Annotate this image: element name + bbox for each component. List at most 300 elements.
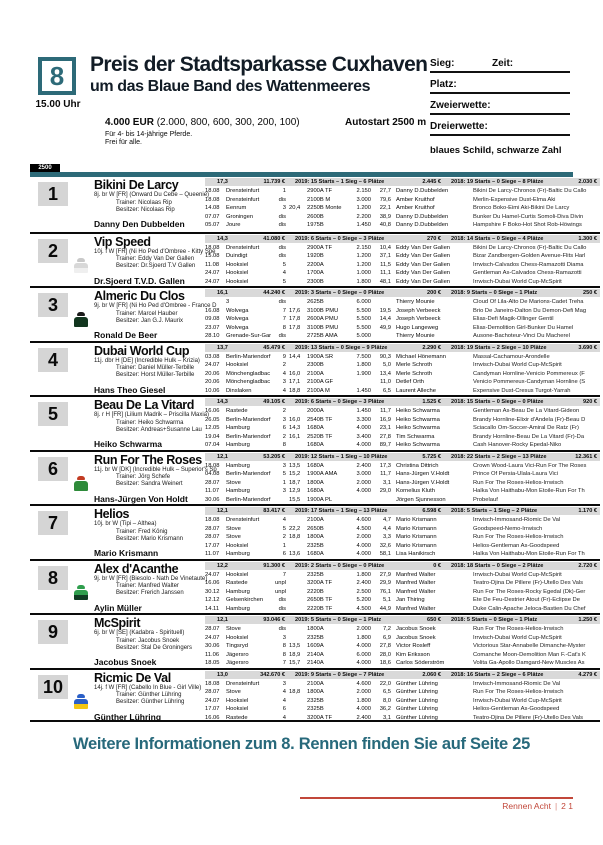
pp-km-time: 17,1 (289, 379, 301, 386)
pp-driver: Heiko Schwarma (396, 408, 440, 414)
pp-date: 18.08 (205, 244, 220, 251)
pp-km-time: 13,5 (289, 462, 301, 469)
past-performance-line (205, 680, 600, 689)
record-time: 16,1 (217, 290, 228, 296)
pp-first-three: Elias-Defi Magik-Ollinger Gentil (473, 316, 554, 323)
pp-date: 24.07 (205, 362, 220, 369)
driver-name: Mario Krismann (94, 548, 159, 558)
pp-odds: 22,0 (379, 680, 391, 687)
pp-first-three: Helios-Gentleman As-Goodspeed (473, 706, 560, 713)
pp-distance: 2520B TF (307, 433, 333, 440)
pp-odds: 18,6 (379, 660, 391, 667)
pp-driver: Heiko Schwarma (396, 416, 440, 423)
past-performances (205, 516, 600, 559)
pp-km-time (286, 196, 304, 205)
past-performance-line (205, 416, 600, 425)
pp-km-time (286, 680, 304, 689)
stats-row (205, 671, 600, 679)
pp-purse: 1.200 (356, 253, 371, 260)
race-title: Preis der Stadtsparkasse Cuxhaven (90, 53, 428, 76)
pp-odds: 89,7 (379, 442, 391, 449)
sieg-label: Sieg: (430, 58, 455, 69)
pp-purse: 6.000 (356, 651, 371, 658)
pp-date: 17.07 (205, 706, 220, 713)
page-number: 2 1 (561, 801, 573, 811)
pp-first-three: Brandy Hornline-Elixir d'Andela (Fr)-Beau D (473, 416, 586, 423)
earnings-2018: 920 € (583, 399, 597, 405)
pp-finish-position: 9 (282, 353, 286, 360)
horse-details: 14j. f W [FR] (Cabello In Blue - Girl Ville) (94, 684, 202, 691)
pp-odds: 11,7 (380, 471, 391, 478)
past-performance-line (205, 221, 600, 230)
pp-odds: 48,1 (379, 278, 391, 285)
stats-row (205, 616, 600, 624)
stats-2018: 2018: 16 Starts – 2 Siege – 6 Plätze (451, 671, 544, 678)
pp-odds: 3,1 (382, 714, 391, 721)
stats-2019: 2019: 3 Starts – 0 Siege – 0 Plätze (295, 290, 385, 296)
past-performance-line (205, 244, 600, 253)
horse-details: 9j. br W [FR] (Ni Ho Ped d'Ombree - France D (94, 303, 217, 309)
pp-track: Hooksiel (226, 362, 249, 369)
pp-distance: 1680A (307, 488, 324, 495)
pp-purse: 1.450 (356, 387, 371, 394)
pp-first-three: Bikini De Larcy-Chronos (Fr)-Baltic Du Callo (473, 188, 587, 194)
horse-name: Bikini De Larcy (94, 178, 179, 192)
pp-first-three: Irrwisch-Dubai World Cup-McSpirit (473, 634, 562, 641)
pp-driver: Thierry Mounie (396, 333, 435, 340)
program-number: 10 (38, 675, 68, 699)
owner-line: Besitzer: Horst Müller-Terbille (116, 372, 195, 378)
pp-distance: 2325B (307, 697, 324, 704)
pp-date: 26.05 (205, 416, 220, 423)
more-info-line: Weitere Informationen zum 8. Rennen finden Sie auf Seite 25 (73, 735, 530, 753)
pp-driver: Manfred Walter (396, 580, 436, 587)
pp-distance: 2250B Monte (307, 205, 342, 212)
pp-km-time (286, 588, 304, 597)
pp-km-time (286, 213, 304, 222)
stats-2018: 2018: 15 Starts – 0 Siege – 0 Plätze (451, 399, 544, 405)
trainer-line: Trainer: Fred König (116, 528, 168, 535)
driver-name: Günther Lühring (94, 711, 162, 722)
pp-track: Berlin-Mariendorf (226, 353, 271, 360)
pp-date: 28.07 (205, 534, 220, 541)
pp-track: Jägersro (226, 660, 249, 667)
pp-date: 05.07 (205, 222, 220, 229)
driver-name: Hans-Jürgen Von Holdt (94, 493, 188, 504)
owner-line: Besitzer: Dr.Sjoerd T.V Gallen (116, 263, 196, 269)
pp-first-three: Comanche Moon-Demolition Man F.-Cat's K (473, 651, 586, 658)
pp-date: 07.07 (205, 213, 220, 220)
pp-date: 14.11 (205, 605, 220, 612)
pp-date (205, 298, 226, 307)
driver-name: Jacobus Snoek (94, 657, 157, 667)
earnings-2018: 12.361 € (575, 453, 597, 460)
pp-track: Stove (226, 479, 241, 486)
pp-track: Tingsryd (226, 643, 249, 650)
past-performance-line (205, 353, 600, 362)
autostart-distance: Autostart 2500 m (345, 117, 427, 128)
silk-cap (77, 694, 85, 698)
pp-purse (349, 378, 371, 387)
pp-purse: 1.800 (356, 362, 371, 369)
pp-driver: Kornelius Kluth (396, 488, 435, 495)
pp-odds: 27,9 (379, 571, 391, 578)
horse-entry (30, 559, 600, 614)
owner-line: Besitzer: Stal De Groningers (116, 644, 193, 651)
career-earnings: 11.739 € (263, 179, 285, 185)
pp-odds: 5,0 (382, 362, 391, 369)
pp-first-three: Venicio Pommereux-Candyman Hornline (S (473, 379, 586, 386)
pp-date: 16.06 (205, 580, 220, 587)
pp-odds: 29,0 (379, 488, 391, 495)
pp-finish-position: 4 (282, 689, 286, 696)
pp-odds: 27,8 (379, 643, 391, 650)
footer-separator: | (554, 801, 558, 811)
pp-km-time (286, 697, 304, 706)
pp-km-time (286, 269, 304, 278)
pp-finish-position: 4 (282, 517, 286, 523)
pp-track: Hamburg (226, 488, 250, 495)
pp-first-three: Duke Calin-Apache Jeloca-Bastien Du Chef (473, 605, 586, 612)
pp-odds: 10,4 (379, 244, 391, 251)
earnings-2019: 0 € (433, 562, 441, 569)
pp-km-time: 18,8 (289, 387, 301, 394)
pp-odds: 8,0 (382, 697, 391, 704)
pp-driver: Jacobus Snoek (396, 626, 436, 632)
pp-distance: 1609A (307, 643, 324, 650)
bet-slip-area (430, 52, 570, 156)
pp-date: 28.07 (205, 479, 220, 486)
pp-driver: Merle Schroth (396, 370, 433, 377)
owner-line: Besitzer: Jan G.J. Maurix (116, 317, 184, 324)
pp-date: 07.04 (205, 442, 220, 449)
pp-first-three: Goodspeed-Nemo-Irrwisch (473, 525, 543, 532)
pp-km-time: 16,0 (289, 416, 301, 423)
record-time: 13,7 (217, 344, 228, 351)
prize-money (105, 117, 300, 128)
past-performance-line (205, 261, 600, 270)
career-earnings: 83.417 € (263, 508, 285, 514)
past-performance-line (205, 625, 600, 634)
bet-row-platz (430, 73, 570, 94)
pp-date: 09.08 (205, 316, 220, 323)
pp-first-three: Irrwisch-Dubai World Cup-McSpirit (473, 571, 562, 578)
stats-row (205, 344, 600, 352)
pp-driver: Manfred Walter (396, 605, 436, 612)
pp-track: Hamburg (226, 462, 250, 469)
past-performance-line (205, 315, 600, 324)
horse-entry (30, 232, 600, 287)
pp-distance: 2100A GF (307, 379, 334, 386)
pp-track: Hamburg (226, 588, 250, 595)
driver-name: Hans Theo Giesel (94, 384, 166, 395)
pp-distance: 1900A AMA (307, 471, 338, 478)
silk-icon (74, 476, 88, 492)
pp-odds: 44,9 (379, 605, 391, 612)
pp-track: Hooksiel (226, 634, 249, 641)
stats-2018: 2018: 18 Starts – 0 Siege – 2 Plätze (451, 562, 544, 569)
pp-track: Drensteinfurt (226, 188, 260, 194)
pp-distance: 2100A (307, 680, 324, 687)
pp-track: Hamburg (226, 442, 250, 449)
pp-km-time (286, 714, 304, 723)
past-performance-line (205, 298, 600, 307)
pp-distance: 1800A (307, 534, 324, 541)
program-number: 7 (38, 511, 68, 535)
horse-entry (30, 668, 600, 723)
silk-icon (74, 585, 88, 601)
horse-entry (30, 613, 600, 668)
record-time: 17,3 (217, 179, 228, 185)
pp-purse: 2.200 (356, 213, 371, 220)
pp-km-time: 17,8 (289, 316, 301, 323)
pp-purse: 2.400 (356, 462, 371, 469)
pp-purse: 6.000 (356, 299, 371, 305)
pp-purse: 4.000 (356, 660, 371, 667)
silk-body (74, 317, 88, 327)
pp-odds: 7,2 (382, 626, 391, 632)
pp-track: Duindigt (226, 253, 248, 260)
pp-driver: Eddy Van Der Galien (396, 270, 451, 277)
pp-date: 23.07 (205, 324, 220, 331)
pp-odds: 11,5 (380, 261, 391, 268)
pp-date: 11.07 (205, 488, 220, 495)
silk-body (74, 263, 88, 273)
program-number: 3 (38, 293, 68, 317)
pp-purse: 1.800 (356, 634, 371, 641)
pp-km-time (286, 705, 304, 714)
pp-distance: 1680A (307, 425, 324, 432)
past-performance-line (205, 196, 600, 205)
pp-km-time (286, 407, 304, 416)
pp-driver: Eddy Van Der Galien (396, 261, 451, 268)
pp-km-time: 13,5 (289, 643, 301, 650)
pp-date: 04.08 (205, 471, 220, 478)
career-earnings: 93.046 € (263, 617, 285, 623)
silk-icon (74, 258, 88, 274)
pp-distance: 1900A SR (307, 353, 334, 360)
driver-name: Heiko Schwarma (94, 439, 163, 449)
pp-distance: 2540B TF (307, 416, 333, 423)
pp-track: 3 (226, 299, 230, 305)
pp-driver: Manfred Walter (396, 571, 436, 578)
pp-date: 18.08 (205, 196, 220, 203)
past-performances (205, 571, 600, 614)
pp-purse: 5.500 (356, 324, 371, 331)
pp-odds: 4,4 (382, 525, 391, 532)
pp-track: Berlin-Mariendorf (226, 416, 271, 423)
pp-finish-position: 8 (282, 324, 286, 331)
horse-name: Ricmic De Val (94, 670, 171, 685)
pp-km-time (286, 625, 304, 634)
record-time: 12,2 (217, 562, 228, 569)
pp-first-three: Brandy Hornline-Beau De La Vitard (Fr)-Da (473, 433, 585, 440)
past-performance-line (205, 378, 600, 387)
pp-distance: 2325B (307, 542, 324, 549)
driver-name: Dr.Sjoerd T.V.D. Gallen (94, 275, 185, 286)
pp-km-time (286, 252, 304, 261)
pp-first-three: Merlin-Expensive Dust-Elma Aki (473, 196, 556, 203)
past-performance-line (205, 525, 600, 534)
pp-first-three: Bunker Du Hamel-Curtis Somoli-Diva Divin (473, 213, 584, 220)
past-performance-line (205, 596, 600, 605)
pp-distance: 1975B (307, 222, 324, 229)
owner-line: Besitzer: Nicolaas Rip (116, 206, 175, 213)
pp-date: 16.08 (205, 307, 220, 314)
pp-finish-position: 4 (282, 714, 286, 721)
stats-2019: 2019: 12 Starts – 1 Sieg – 10 Plätze (295, 453, 388, 460)
pp-first-three: Cloud Of Lila-Alto De Marions-Cadet Treha (473, 299, 584, 305)
pp-km-time (286, 221, 304, 230)
pp-first-three: Irrwisch-Immosand-Riomic De Val (473, 680, 561, 687)
pp-odds: 28,0 (379, 651, 391, 658)
pp-km-time: 18,9 (289, 651, 301, 658)
career-earnings: 53.205 € (263, 453, 285, 460)
driver-name: Aylin Müller (94, 602, 142, 613)
pp-date: 14.08 (205, 205, 220, 212)
program-number: 9 (38, 620, 68, 644)
stats-2019: 2019: 13 Starts – 0 Siege – 9 Plätze (295, 344, 388, 351)
past-performance-line (205, 252, 600, 261)
pp-finish-position: 2 (282, 408, 286, 414)
pp-date: 24.07 (205, 270, 220, 277)
pp-km-time: 12,9 (289, 488, 301, 495)
horse-name: Helios (94, 507, 130, 521)
pp-finish-position: 2 (282, 362, 286, 369)
program-number: 8 (38, 566, 68, 590)
pp-odds: 22,1 (379, 205, 391, 212)
past-performances (205, 353, 600, 396)
pp-first-three: Irrwisch-Immosand-Riomic De Val (473, 517, 561, 523)
horse-name: Vip Speed (94, 234, 151, 249)
pp-date: 03.08 (205, 353, 220, 360)
pp-track: Rastede (226, 714, 248, 721)
pp-purse: 1.000 (356, 270, 371, 277)
past-performance-line (205, 269, 600, 278)
driver-name: Ronald De Beer (94, 330, 158, 340)
pp-odds: 27,7 (379, 188, 391, 194)
trainer-line: Trainer: Jacobus Snoek (116, 637, 180, 644)
pp-odds: 6,9 (382, 634, 391, 641)
past-performance-line (205, 470, 600, 479)
past-performances (205, 298, 600, 341)
pp-finish-position: 8 (282, 651, 286, 658)
pp-track: Rastede (226, 408, 248, 414)
record-time: 12,1 (217, 508, 228, 514)
past-performance-line (205, 204, 600, 213)
pp-odds: 29,9 (379, 580, 391, 587)
footer-race-label: Rennen Acht (502, 801, 551, 811)
pp-distance: 1800A (307, 689, 324, 696)
pp-distance: 3100B PMU (307, 307, 339, 314)
pp-first-three: Hampshire F Boko-Hot Shot Rob-Höwings (473, 222, 582, 229)
trainer-line: Trainer: Jörg Schefe (116, 474, 171, 480)
pp-track: Hamburg (226, 605, 250, 612)
pp-distance: 3100B PMU (307, 324, 339, 331)
pp-odds: 11,0 (380, 379, 391, 386)
pp-track: Hooksiel (226, 278, 249, 285)
pp-odds: 11,7 (380, 408, 391, 414)
pp-distance: 1680A (307, 551, 324, 558)
pp-track: Wolvega (226, 316, 249, 323)
race-time: 15.00 Uhr (35, 99, 81, 110)
pp-distance: 2650B (307, 525, 324, 532)
pp-distance: 2625B (307, 299, 324, 305)
pp-purse: 4.000 (356, 551, 371, 558)
pp-driver: Joseph Verbeeck (396, 316, 441, 323)
horse-name: Almeric Du Clos (94, 289, 185, 303)
pp-distance: 1680A (307, 442, 324, 449)
pp-date: 18.08 (205, 680, 220, 687)
pp-finish-position: 8 (282, 442, 286, 449)
career-earnings: 49.105 € (263, 399, 285, 405)
pp-purse: 2.400 (356, 714, 371, 721)
pp-date: 30.06 (205, 643, 220, 650)
pp-purse: 7.500 (356, 353, 371, 360)
stats-row (205, 562, 600, 570)
pp-km-time (286, 361, 304, 370)
pp-distance: 2325B (307, 634, 324, 641)
silk-cap (77, 476, 85, 480)
stats-2018: 2018: 14 Starts – 0 Siege – 4 Plätze (451, 235, 544, 242)
pp-date: 15.08 (205, 253, 220, 260)
bet-row-sieg-zeit (430, 52, 570, 73)
pp-driver: Danny D.Dubbelden (396, 222, 449, 229)
pp-first-three: Crown Wood-Laura Vici-Run For The Roses (473, 462, 587, 469)
pp-driver: Günther Lühring (396, 680, 438, 687)
pp-date: 12.05 (205, 425, 220, 432)
trainer-line: Trainer: Manfred Walter (116, 583, 179, 589)
pp-distance: 1700A (307, 270, 324, 277)
silk-cap (77, 585, 85, 589)
pp-finish-position: dis (278, 597, 286, 604)
past-performance-line (205, 407, 600, 416)
pp-track: Stove (226, 525, 241, 532)
pp-driver: Mario Krismann (396, 525, 437, 532)
earnings-2019: 5.725 € (422, 453, 441, 460)
owner-line: Besitzer: Andreas+Susanne Lau (116, 426, 202, 433)
pp-finish-position: dis (278, 605, 286, 612)
pp-track: Mönchengladbac (226, 379, 271, 386)
earnings-2019: 2.290 € (422, 344, 441, 351)
pp-odds: 38,9 (379, 213, 391, 220)
pp-purse: 4.600 (356, 680, 371, 687)
pp-finish-position: 1 (282, 479, 286, 486)
pp-purse: 5.000 (356, 333, 371, 340)
pp-first-three: Run For The Roses-Rocky Egedal (Dk)-Ger (473, 588, 586, 595)
platz-label: Platz: (430, 79, 457, 90)
silk-icon (74, 694, 88, 710)
pp-driver: Mario Krismann (396, 542, 437, 549)
pp-purse: 4.000 (356, 542, 371, 549)
past-performance-line (205, 424, 600, 433)
pp-first-three: Sciacallo Om-Soccer-Amiral De Ratz (Fr) (473, 425, 579, 432)
earnings-2018: 4.279 € (578, 671, 597, 678)
pp-purse: 2.000 (356, 626, 371, 632)
pp-track: Stove (226, 689, 241, 696)
career-earnings: 41.080 € (263, 235, 285, 242)
pp-date: 11.08 (205, 261, 220, 268)
pp-odds: 40,8 (379, 222, 391, 229)
shield-note: blaues Schild, schwarze Zahl (430, 145, 562, 156)
pp-first-three: Gentleman As-Calvados Chess-Ramazotti (473, 270, 582, 277)
pp-finish-position: 5 (282, 261, 286, 268)
pp-driver: Christina Dittrich (396, 462, 439, 469)
dreierwette-label: Dreierwette: (430, 121, 488, 132)
prize-total: 4.000 EUR (105, 117, 154, 128)
silk-body (74, 481, 88, 491)
pp-date: 24.07 (205, 571, 220, 578)
